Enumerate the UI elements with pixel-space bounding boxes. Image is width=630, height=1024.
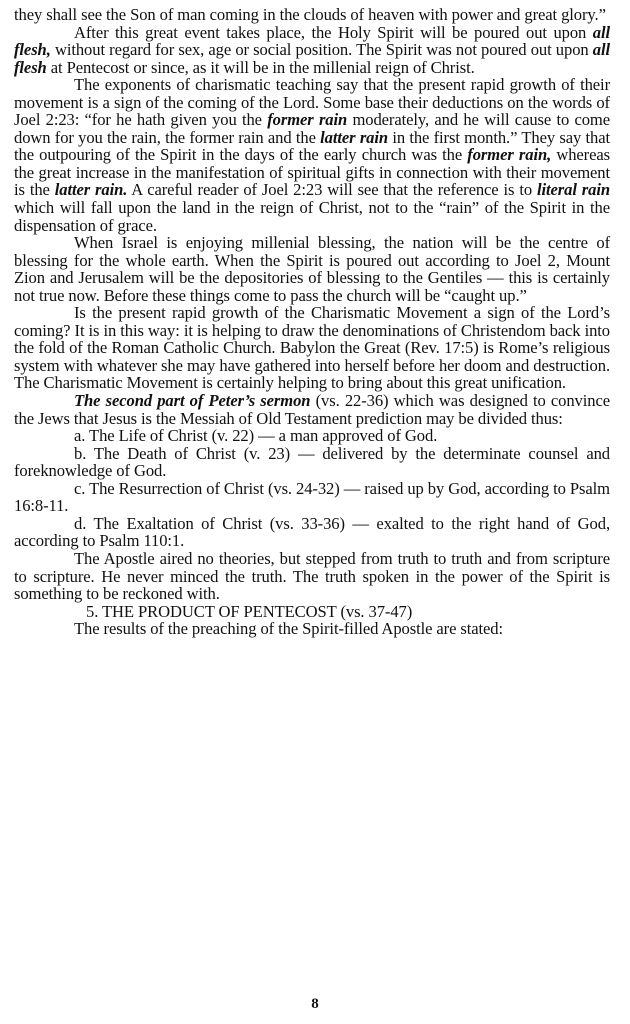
emphasized-text: all flesh xyxy=(14,40,610,77)
text-run: When Israel is enjoying millenial blessing, the nation will be the centre of blessing for the whole earth. When the Spirit is poured out according to Joel 2, Mount Zion and Jerusalem will be the depositories of blessing to the Gentiles — this is certainly not true now. Before these things come to pass the church will be “caught up.” xyxy=(14,233,610,305)
text-run: without regard for sex, age or social position. The Spirit was not poured out upon xyxy=(50,40,593,60)
paragraph xyxy=(14,515,610,550)
text-run: b. The Death of Christ (v. 23) — delivered by the determinate counsel and foreknowledge of God. xyxy=(14,443,610,481)
text-run: The results of the preaching of the Spirit-filled Apostle are stated: xyxy=(74,619,504,639)
text-run: a. The Life of Christ (v. 22) — a man approved of God. xyxy=(74,426,438,446)
text-run: they shall see the Son of man coming in the clouds of heaven with power and great glory.” xyxy=(14,5,606,24)
paragraph xyxy=(14,427,610,445)
paragraph xyxy=(14,6,610,24)
section-heading xyxy=(14,603,610,621)
emphasized-text: The second part of Peter’s sermon xyxy=(74,391,311,411)
emphasized-text: literal rain xyxy=(536,180,610,200)
paragraph xyxy=(14,392,610,427)
paragraph xyxy=(14,304,610,392)
page-body xyxy=(14,6,610,638)
paragraph xyxy=(14,24,610,77)
paragraph xyxy=(14,550,610,603)
paragraph xyxy=(14,445,610,480)
text-run: The Apostle aired no theories, but stepped from truth to truth and from scripture to scripture. He never minced the truth. The truth spoken in the power of the Spirit is something to be reckoned with. xyxy=(14,548,610,604)
text-run: A careful reader of Joel 2:23 will see that the reference is to xyxy=(127,180,537,200)
text-run: 5. THE PRODUCT OF PENTECOST (vs. 37-47) xyxy=(86,601,413,621)
page-number: 8 xyxy=(311,996,319,1012)
text-run: which will fall upon the land in the reign of Christ, not to the “rain” of the Spirit in the dispensation of grace. xyxy=(14,198,610,235)
emphasized-text: former rain xyxy=(267,110,348,130)
text-run: at Pentecost or since, as it will be in the millenial reign of Christ. xyxy=(46,57,475,77)
text-run: in the first month.” They say that the outpouring of the Spirit in the days of the early church was the xyxy=(14,127,610,165)
text-run: c. The Resurrection of Christ (vs. 24-32) — raised up by God, according to Psalm 16:8-11. xyxy=(14,478,610,516)
paragraph xyxy=(14,620,610,638)
text-run: moderately, and he will cause to come down for you the rain, the former rain and the xyxy=(14,110,610,147)
emphasized-text: all flesh, xyxy=(14,22,610,60)
emphasized-text: latter rain xyxy=(320,127,389,147)
text-run: d. The Exaltation of Christ (vs. 33-36) — exalted to the right hand of God, according to Psalm 110:1. xyxy=(14,513,610,551)
text-run: After this great event takes place, the Holy Spirit will be poured out upon xyxy=(74,22,593,42)
text-run: The exponents of charismatic teaching say that the present rapid growth of their movement is a sign of the coming of the Lord. Some base their deductions on the words of Joel 2:23: “for he hath given you the xyxy=(14,75,610,130)
text-run: Is the present rapid growth of the Charismatic Movement a sign of the Lord’s coming? It is in this way: it is helping to draw the denominations of Christendom back into the fold of the Roman Catholic Church. Babylon the Great (Rev. 17:5) is Rome’s religious system with whatever she may have gathered into herself before her doom and destruction. The Charismatic Movement is certainly helping to bring about this great unification. xyxy=(14,303,610,393)
emphasized-text: former rain, xyxy=(467,145,552,165)
paragraph xyxy=(14,480,610,515)
emphasized-text: latter rain. xyxy=(54,180,128,200)
text-run: whereas the great increase in the manifestation of spiritual gifts in connection with their movement is the xyxy=(14,145,610,200)
text-run: (vs. 22-36) which was designed to convince the Jews that Jesus is the Messiah of Old Testament prediction may be divided thus: xyxy=(14,391,610,428)
paragraph xyxy=(14,76,610,234)
paragraph xyxy=(14,234,610,304)
